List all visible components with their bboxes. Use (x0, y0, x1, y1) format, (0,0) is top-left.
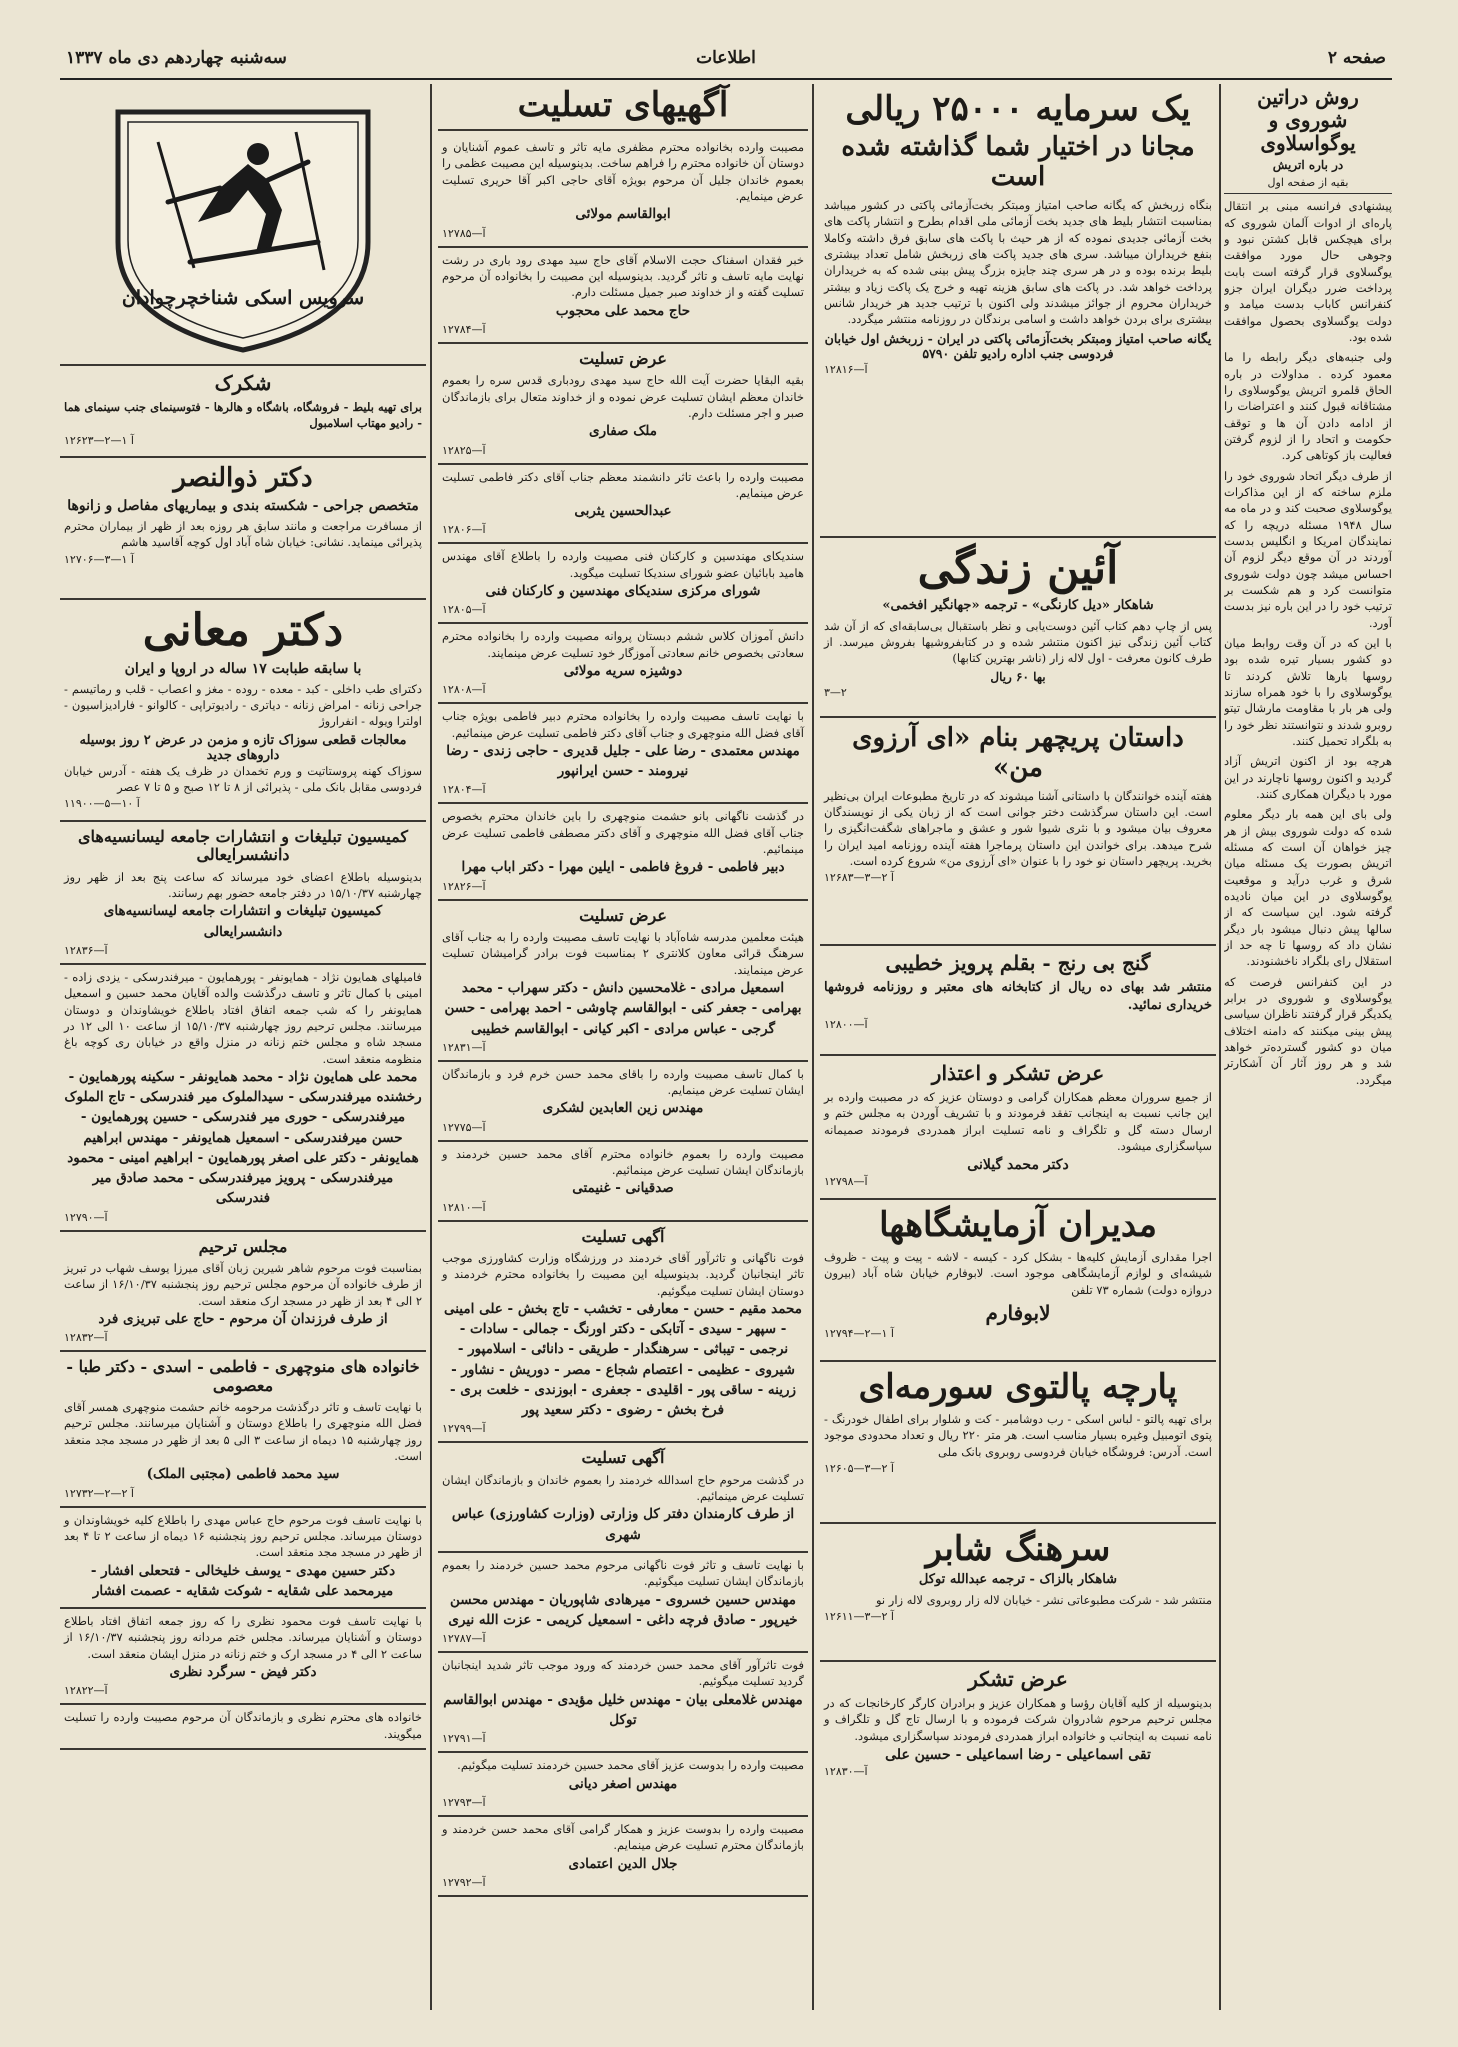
ad-signature: لابوفارم (985, 1301, 1051, 1326)
ski-ad (60, 366, 426, 458)
ad-body: دکترای طب داخلی - کبد - معده - روده - مغز و اعصاب - قلب و رماتیسم - جراحی زنانه - امراض زنانه - دیاتری - رادیوتراپی - کالوانو - فارادیزاسیون - اولترا ویوله - انفراروژ (64, 681, 422, 729)
ad-body: از جمیع سروران معظم همکاران گرامی و دوستان عزیز که در مصیبت وارده بر این جانب نسبت به اینجانب تفقد فرمودند و با تشریف آوردن به مجلس ختم و ارسال دسته گل و تلگراف و نامه تسلیت ابراز همدردی فرمودند صمیمانه سپاسگزاری میشود. (824, 1090, 1212, 1153)
ad-book-aeen (820, 538, 1216, 718)
notice-item (438, 1443, 808, 1553)
column-divider (1219, 84, 1221, 2010)
article-body (1224, 198, 1392, 1087)
notice-signature: حاج محمد علی محجوب (555, 302, 691, 319)
article-subtitle: در باره اتریش (1272, 158, 1344, 172)
notice-title: خانواده های منوچهری - فاطمی - اسدی - دکتر طبا - معصومی (66, 1357, 420, 1395)
notice-body: با کمال تاسف مصیبت وارده را باقای محمد حسن خرم فرد و بازماندگان ایشان تسلیت عرض مینمایم. (442, 1066, 804, 1098)
ad-subtitle: شاهکار بالزاک - ترجمه عبدالله توکل (918, 1572, 1118, 1588)
notice-signature: از طرف کارمندان دفتر کل وزارتی (وزارت کشاورزی) عباس شهری (451, 1506, 795, 1543)
notice-item (60, 1508, 426, 1609)
notice-body: بقیه البقایا حضرت آیت الله حاج سید مهدی رودباری قدس سره را بعموم خاندان معظم ایشان تسلیت عرض نموده و از خداوند متعال برای بازماندگان صبر و اجر مسئلت دارم. (442, 373, 804, 420)
condolence-list (438, 135, 808, 1897)
notice-item (60, 1609, 426, 1705)
ad-title: مدیران آزمایشگاهها (879, 1205, 1157, 1245)
notice-number: ۱۲۷۹۲—آ (442, 1875, 486, 1889)
notice-title: آگهی تسلیت (581, 1226, 665, 1246)
ad-number: ۱۱۹۰۰—آ ۱۰—۵ (64, 797, 140, 811)
column-divider (812, 84, 814, 2010)
ad-fabric (820, 1362, 1216, 1524)
ad-number: ۱۲۷۹۴—آ ۱—۲ (824, 1327, 894, 1341)
notice-number: ۱۲۷۹۹—آ (442, 1422, 486, 1436)
ad-title: دکتر معانی (142, 605, 344, 656)
ad-signature: تقی اسماعیلی - رضا اسماعیلی - حسین علی (885, 1746, 1151, 1763)
notice-body: هیئت معلمین مدرسه شاه‌آباد با نهایت تاسف مصیبت وارده را به جناب آقای سرهنگ قرائی معاون کلانتری ۲ بمناسبت فوت برادر گرامیشان تسلیت عرض مینمایند. (442, 930, 804, 977)
notice-number: ۱۲۸۰۴—آ (442, 783, 486, 797)
ad-labs (820, 1200, 1216, 1362)
ad-thanks-2 (820, 1662, 1216, 1832)
ad-number: ۱۲۶۲۳—آ ۱—۲ (64, 433, 134, 447)
notice-body: فامیلهای همایون نژاد - همایونفر - پورهمایون - میرفندرسکی - یزدی زاده - امینی با کمال تاثر و تاسف درگذشت والده آقایان محمد حسین و اسمعیل همایونفر را که شب جمعه اتفاق افتاد باطلاع خویشاوندان و دوستان میرسانند. مجلس ترحیم روز چهارشنبه ۱۵/۱۰/۳۷ از ساعت ۱۰ الی ۱۲ در مسجد شاه و مجلس ختم زنانه در منزل واقع در خیابان ری کوچه باغ منظومه منعقد است. (64, 969, 422, 1066)
article-paragraph: پیشنهادی فرانسه مبنی بر انتقال پاره‌ای از ادوات آلمان شوروی که برای هیچکس قابل کشتن نبود و وجوهی حال مورد موافقت یوگسلاوی قرار گرفته است بابت پرداخت ضرر دیگران ایران جزو کنفرانس کاباب بدست میامد و دولت یوگسلاوی بحصول موافقت شده بود. (1224, 199, 1392, 345)
notice-number: ۱۲۸۱۰—آ (442, 1200, 486, 1214)
notice-number: ۱۲۷۹۳—آ (442, 1795, 486, 1809)
notice-item (438, 1142, 808, 1222)
notice-signature: عبدالحسین یثربی (574, 503, 672, 520)
notice-body: در گذشت مرحوم حاج اسدالله خردمند را بعموم خاندان و بازماندگان ایشان تسلیت عرض مینمائیم. (442, 1472, 804, 1504)
notice-signature: مهندس حسین خسروی - میرهادی شاپوریان - مهندس محسن خیرپور - صادق فرچه داغی - اسمعیل کریمی - عزت الله نیری (448, 1591, 798, 1628)
notice-body: فوت تاثرآور آقای محمد حسن خردمند که ورود موجب تاثر شدید اینجانبان گردید تسلیت میگوئیم. (442, 1658, 804, 1689)
notice-title: عرض تسلیت (579, 905, 667, 925)
notice-title: عرض تسلیت (579, 348, 667, 368)
notice-body: مصیبت وارده را بدوست عزیز آقای محمد حسین خردمند تسلیت میگوئیم. (457, 1758, 804, 1773)
notice-number: ۱۲۷۸۴—آ (442, 322, 486, 336)
notice-signature: اسمعیل مرادی - غلامحسین دانش - دکتر سهراب - محمد بهرامی - جعفر کنی - ابوالقاسم چاوشی - احمد بهرامی - حسن گرجی - عباس مرادی - اکبر کیانی - ابوالقاسم خطیبی (444, 980, 802, 1037)
logo-text: سرویس اسکی شناخچرچوادان (121, 287, 365, 309)
notice-number: ۱۲۷۸۷—آ (442, 1632, 486, 1646)
ad-number: ۱۲۶۸۳—آ ۲—۳ (824, 871, 894, 885)
notice-title: آگهی تسلیت (581, 1448, 665, 1468)
ad-number: ۳—۲ (824, 685, 847, 699)
notice-number: ۱۲۸۰۵—آ (442, 603, 486, 617)
notice-item (60, 965, 426, 1232)
notice-item (60, 1352, 426, 1507)
notice-signature: سید محمد فاطمی (مجتبی الملک) (146, 1466, 340, 1483)
column-divider (430, 84, 432, 2010)
notice-item (438, 344, 808, 465)
notice-signature: ابوالقاسم مولائی (575, 206, 671, 223)
ad-body: منتشر شد بهای ده ریال از کتابخانه های معتبر و روزنامه فروشها خریداری نمائید. (824, 980, 1212, 1014)
condolence-column (438, 84, 808, 2014)
ad-lottery (820, 84, 1216, 538)
ad-title: مجانا در اختیار شما گذاشته شده است (841, 132, 1195, 192)
ad-title: عرض تشکر و اعتذار (931, 1061, 1105, 1085)
notice-number: ۱۲۸۲۵—آ (442, 443, 486, 457)
article-paragraph: از طرف دیگر اتحاد شوروی خود را ملزم ساخته که از این مذاکرات یوگوسلاوی صحبت کند و در ماه مه سال ۱۹۴۸ مسئله دریچه را که نمایندگان امریکا و انگلیس بدست آوردند در آن موقع دیگر لزوم آن احساس میشد چون دولت شوروی متوانست کرد و هم شکست بر ترتیب خود را در این باره نیز بدست آورد. (1224, 468, 1392, 630)
page-number: صفحه ۲ (1327, 48, 1386, 68)
notice-body: با نهایت تاسف و تاثر درگذشت مرحومه خانم حشمت منوچهری همسر آقای فضل الله منوچهری را باطلاع دوستان و آشنایان میرسانند. مجلس ترحیم روز چهارشنبه ۱۵ دیماه از ساعت ۳ الی ۵ بعد از ظهر در مسجد مجد منعقد است. (64, 1400, 422, 1464)
notice-signature: صدقیانی - غنیمتی (572, 1180, 674, 1197)
section-title: آگهیهای تسلیت (438, 86, 808, 131)
ad-subtitle: شاهکار «دیل کارنگی» - ترجمه «جهانگیر افخمی» (882, 597, 1154, 613)
ad-body: اجرا مقداری آزمایش کلیه‌ها - بشکل کرد - کیسه - لاشه - پیت و پیت - ظروف شیشه‌ای و لوازم آزمایشگاهی موجود است. لابوفارم خیابان شاه آباد (بیرون دروازه دولت) شماره ۷۳ تلفن (824, 1250, 1212, 1297)
notice-body: مصیبت وارده را باعث تاثر دانشمند معظم جناب آقای دکتر فاطمی تسلیت عرض مینمایم. (442, 469, 804, 500)
notice-item (438, 1062, 808, 1142)
notice-list (60, 822, 426, 1750)
ad-body: بدینوسیله از کلیه آقایان رؤسا و همکاران عزیز و برادران کارگر کارخانجات که در مجلس ترحیم مرحوم شادروان شرکت فرموده و با ارسال تاج گل و تلگراف و نامه نسبت به اینجانب و خانواده ابراز همدردی فرمودند سپاسگزاری میشود. (824, 1696, 1212, 1743)
notice-number: ۱۲۸۲۲—آ (64, 1684, 108, 1698)
notice-signature: مهندس اصغر دیانی (568, 1775, 678, 1792)
notice-body: مصیبت وارده بخانواده محترم مظفری مایه تاثر و تاسف عموم آشنایان و دوستان آن خانواده محترم را فراهم ساخت. بدینوسیله این مصیبت عظمی را بعموم خاندان جلیل آن مرحوم بویژه آقای حاجی اکبر آقا حریری تسلیت عرض مینمایم. (442, 140, 804, 204)
ad-number: ۱۲۷۹۸—آ (824, 1175, 868, 1189)
notice-number: ۱۲۷۳۲—آ ۲—۲ (64, 1486, 134, 1500)
notice-item (60, 822, 426, 965)
ski-logo-block (60, 84, 426, 366)
notice-body: مصیبت وارده را بدوست عزیز و همکار گرامی آقای محمد حسن خردمند و بازماندگان محترم تسلیت عرض مینمایم. (442, 1821, 804, 1853)
notice-number: ۱۲۸۰۶—آ (442, 523, 486, 537)
notices-column (60, 84, 426, 2014)
ad-number: ۱۲۶۱۱—آ ۲—۳ (824, 1610, 894, 1624)
notice-signature: دبیر فاطمی - فروغ فاطمی - ایلین مهرا - دکتر اباب مهرا (461, 859, 785, 876)
ad-subtitle: متخصص جراحی - شکسته بندی و بیماریهای مفاصل و زانوها (67, 497, 419, 514)
doctor-ad-2 (60, 600, 426, 822)
ad-title: یک سرمایه ۲۵۰۰۰ ریالی (845, 89, 1191, 129)
ad-number: ۱۲۶۰۵—آ ۲—۳ (824, 1462, 894, 1476)
notice-body: با نهایت تاسف فوت محمود نظری را که روز جمعه اتفاق افتاد باطلاع دوستان و آشنایان میرساند. مجلس ختم مردانه روز پنجشنبه ۱۶/۱۰/۳۷ از ساعت ۲ الی ۴ در مسجد ارک و ختم زنانه در منزل ایشان منعقد است. (64, 1614, 422, 1661)
notice-signature: دکتر حسین مهدی - یوسف خلیخالی - فتحعلی افشار - میرمحمد علی شقایه - شوکت شقایه - عصمت افشار (90, 1562, 396, 1599)
notice-body: بمناسبت فوت مرحوم شاهر شیرین زبان آقای میرزا یوسف شهاب در تبریز از طرف خانواده آن مرحوم مجلس ترحیم روز پنجشنبه ۱۶/۱۰/۳۷ از ساعت ۲ الی ۴ بعد از ظهر در مسجد ارک منعقد است. (64, 1261, 422, 1308)
notice-number: ۱۲۸۲۶—آ (442, 879, 486, 893)
ad-title: آئین زندگی (917, 543, 1119, 594)
notice-number: ۱۲۷۸۵—آ (442, 226, 486, 240)
notice-signature: شورای مرکزی سندیکای مهندسین و کارکنان فنی (485, 583, 761, 600)
article-paragraph: هرچه بود از اکنون اتریش آزاد گردید و اکنون روسها ناچارند در این مورد با دیگران همکاری کنند. (1224, 754, 1392, 801)
ad-body: از مسافرت مراجعت و مانند سابق هر روزه بعد از ظهر از بیماران محترم پذیرائی مینماید. نشانی: خیابان شاه آباد اول کوچه آقاسید هاشم (64, 518, 422, 550)
notice-signature: محمد مقیم - حسن - معارفی - تخشب - تاج بخش - علی امینی - سپهر - سیدی - آتابکی - دکتر اورنگ - جمالی - سادات - نرجمی - تیباثی - سرهنگدار - طریقی - دانائی - اسلامپور - شیروی - عظیمی - اعتصام شجاع - مصر - دوریش - نشاور - زرینه - ساقی پور - اقلیدی - جعفری - ابوزندی - خلعت بری - فرخ بخش - رضوی - دکتر سعید پور (443, 1300, 802, 1419)
ad-body: برای تهیه پالتو - لباس اسکی - رب دوشامبر - کت و شلوار برای اطفال خودرنگ - پتوی اتومبیل وغیره بسیار مناسب است. هر متر ۲۲۰ ریال و تعداد محدودی موجود است. آدرس: فروشگاه خیابان فردوسی روبروی بانک ملی (824, 1412, 1212, 1459)
notice-number: ۱۲۸۳۲—آ (64, 1331, 108, 1345)
notice-signature: مهندس غلامعلی بیان - مهندس خلیل مؤیدی - مهندس ابوالقاسم توکل (443, 1691, 803, 1729)
notice-number: ۱۲۸۳۱—آ (442, 1040, 486, 1054)
ad-body: برای تهیه بلیط - فروشگاه، باشگاه و هالرها - فتوسینمای جنب سینمای هما - رادیو مهتاب اسلامبول (64, 400, 422, 431)
ad-number: ۱۲۸۰۰—آ (824, 1017, 868, 1031)
ad-body: هفته آینده خوانندگان با داستانی آشنا میشوند که در تاریخ مطبوعات ایران بی‌نظیر است. این داستان سرگذشت دختر جوانی است که از زبان یکی از نویسندگان معروف بیان میشود و با نثری شیوا شور و عشق و ماجراهای شگفت‌انگیزی را شرح میدهد. برای خواندن این داستان پرماجرا هفته آینده روزنامه امید ایران را بخرید. پریچهر داستان نو خود را با عنوان «ای آرزوی من» شروع کرده است. (824, 788, 1212, 869)
notice-item (438, 135, 808, 248)
notice-body: با نهایت تاسف فوت مرحوم حاج عباس مهدی را باطلاع کلیه خویشاوندان و دوستان میرساند. مجلس ترحیم روز پنجشنبه ۱۶ دیماه از ساعت ۲ تا ۴ بعد از ظهر در مسجد مجد منعقد است. (64, 1512, 423, 1560)
ad-book-chabert (820, 1524, 1216, 1662)
notice-body: در گذشت ناگهانی بانو حشمت منوچهری را باین خاندان محترم بخصوص جناب آقای فضل الله منوچهری و آقای دکتر مصطفی فاطمی تسلیت عرض مینمائیم. (442, 809, 804, 857)
ad-title: شکرک (214, 371, 272, 395)
ad-body: بنگاه زربخش که یگانه صاحب امتیاز ومبتکر بخت‌آزمائی پاکتی در کشور میباشد بمناسبت انتشار بلیط های جدید بخت آزمائی ملی اقدام بطرح و انتشار پاکت های بخت آزمائی جدیدی نموده که از هر حیث با پاکت های سابق فرق داشته وکاملا بنفع خریداران میباشد. سری های جدید پاکت های زربخش شامل تعداد بیشتری بلیط برنده بوده و در هر سری چند جایزه بزرگ پیش بینی شده که به خریداران پرداخت خواهد شد. در پاکت های سابق هزینه تهیه و خرج یک پاکت زیاد و بیشتر خریداران محروم از جوائز میشدند ولی اکنون با ترتیب جدید هر خریدار شانس بیشتری برای بردن خواهد داشت و اسامی برندگان در روزنامه منتشر میگردد. (824, 197, 1212, 327)
notice-item (438, 248, 808, 344)
doctor-ad-1 (60, 458, 426, 600)
notice-item (438, 624, 808, 704)
notice-item (438, 465, 808, 545)
ad-number: ۱۲۸۳۰—آ (824, 1764, 868, 1778)
news-column (1224, 84, 1392, 2014)
ad-title: گنج بی رنج - بقلم پرویز خطیبی (885, 951, 1151, 975)
shield-shape (118, 112, 368, 350)
notice-signature: مهندس زین العابدین لشکری (542, 1100, 704, 1117)
notice-body: بدینوسیله باطلاع اعضای خود میرساند که ساعت پنج بعد از ظهر روز چهارشنبه ۱۵/۱۰/۳۷ در دفتر جامعه حضور بهم رسانند. (64, 869, 422, 901)
notice-item (438, 704, 808, 804)
ad-title: عرض تشکر (968, 1667, 1068, 1691)
notice-item (438, 1553, 808, 1653)
notice-item (438, 1222, 808, 1444)
ad-signature: دکتر محمد گیلانی (967, 1157, 1069, 1174)
ad-signature: یگانه صاحب امتیاز ومبتکر بخت‌آزمائی پاکتی در ایران - زربخش اول خیابان فردوسی جنب اداره رادیو تلفن ۵۷۹۰ (824, 330, 1212, 361)
article-paragraph: در این کنفرانس فرصت که یوگوسلاوی و شوروی در برابر یکدیگر قرار گرفتند ناظران سیاسی پیش بینی میکنند که دامنه اختلاف میان دو کشور گسترده‌تر خواهد شد و هر روز آثار آن آشکارتر میگردد. (1224, 974, 1392, 1087)
article-title: روش دراتین شوروی و یوگواسلاوی (1257, 85, 1359, 155)
ads-column (820, 84, 1216, 2014)
notice-item (438, 901, 808, 1062)
ad-story (820, 718, 1216, 946)
page-header (60, 38, 1392, 80)
notice-number: ۱۲۷۹۰—آ (64, 1210, 108, 1224)
ad-title: سرهنگ شابر (925, 1529, 1111, 1569)
ad-title: دکتر ذوالنصر (173, 463, 313, 493)
notice-item (60, 1705, 426, 1750)
notice-number: ۱۲۷۹۱—آ (442, 1732, 486, 1746)
notice-signature: کمیسیون تبلیغات و انتشارات جامعه لیسانسیه‌های دانشسرایعالی (103, 903, 383, 940)
ad-thanks (820, 1056, 1216, 1200)
notice-body: مصیبت وارده را بعموم خانواده محترم آقای محمد حسین خردمند و بازماندگان ایشان تسلیت عرض مینمائیم. (442, 1146, 804, 1177)
ad-number: ۱۲۸۱۶—آ (824, 362, 868, 376)
notice-item (438, 1817, 808, 1897)
notice-body: خبر فقدان اسفناک حجت الاسلام آقای حاج سید مهدی رود باری در رشت نهایت مایه تاسف و تاثر گردید. بدینوسیله این مصیبت را بخانواده آن مرحوم تسلیت گفته و از خداوند صبر جمیل مسئلت دارم. (442, 252, 804, 300)
notice-signature: از طرف فرزندان آن مرحوم - حاج علی تبریزی فرد (98, 1311, 388, 1328)
notice-item (438, 1653, 808, 1753)
notice-signature: دوشیزه سریه مولائی (563, 662, 683, 679)
newspaper-name: اطلاعات (696, 48, 756, 68)
notice-number: ۱۲۷۷۵—آ (442, 1120, 486, 1134)
ad-price: بها ۶۰ ریال (990, 669, 1046, 684)
notice-item (438, 544, 808, 624)
notice-signature: محمد علی همایون نژاد - محمد همایونفر - سکینه پورهمایون - رخشنده میرفندرسکی - سیدالملوک میر فندرسکی - تاج الملوک میرفندرسکی - حوری میر فندرسکی - حسین پورهمایون - حسن میرفندرسکی - اسمعیل همایونفر - مهندس ابراهیم همایونفر - دکتر علی اصغر پورهمایون - ابراهیم امینی - محمود میرفندرسکی - پرویز میرفندرسکی - محمد صادق میر فندرسکی (64, 1068, 422, 1207)
notice-item (438, 1753, 808, 1817)
ad-number: ۱۲۷۰۶—آ ۱—۳ (64, 552, 134, 566)
notice-title: کمیسیون تبلیغات و انتشارات جامعه لیسانسیه‌های دانشسرایعالی (77, 827, 408, 865)
divider (1224, 193, 1392, 194)
notice-number: ۱۲۸۳۶—آ (64, 943, 108, 957)
ad-title: داستان پریچهر بنام «ای آرزوی من» (852, 723, 1184, 783)
ad-highlight: معالجات قطعی سوزاک تازه و مزمن در عرض ۲ روز بوسیله داروهای جدید (79, 732, 407, 763)
notice-body: با نهایت تاسف و تاثر فوت ناگهانی مرحوم محمد حسین خردمند را بعموم بازماندگان ایشان تسلیت میگوئیم. (442, 1557, 804, 1589)
notice-body: با نهایت تاسف مصیبت وارده را بخانواده محترم دبیر فاطمی بویژه جناب آقای فضل الله منوچهری و جناب آقای دکتر فاطمی تسلیت عرض مینمائیم. (442, 709, 804, 740)
article-paragraph: ولی بای این همه بار دیگر معلوم شده که دولت شوروی بیش از هر چیز خواهان آن است که مسئله اتریش بصورت یک مسئله میان شرق و غرب درآید و موقعیت یوگوسلاوی در این میان نادیده گرفته شود. این سیاست که از سالها پیش دنبال میشود بار دیگر نشان داد که روسها تا چه حد از استقلال رای بلگراد ناخشنودند. (1224, 807, 1392, 969)
ad-subtitle: با سابقه طبابت ۱۷ ساله در اروپا و ایران (124, 660, 362, 677)
article-paragraph: با این که در آن وقت روابط میان دو کشور بسیار تیره شده بود روسها بارها تلاش کردند تا یوگوسلاوی را با خود همراه سازند ولی هر بار با مقاومت مارشال تیتو روبرو شدند و نتوانستند نظر خود را به بلگراد تحمیل کنند. (1224, 635, 1392, 748)
ski-club-logo (98, 92, 388, 357)
issue-date: سه‌شنبه چهاردهم دی ماه ۱۳۳۷ (66, 48, 287, 68)
ad-body: پس از چاپ دهم کتاب آئین دوست‌یابی و نظر باستقبال بی‌سابقه‌ای که از آن شد کتاب آئین زندگی نیز اکنون منتشر شده و در کتابفروشیها بفروش میرسد. از طرف کانون معرفت - اول لاله زار (ناشر بهترین کتابها) (824, 618, 1212, 666)
article-continued: بقیه از صفحه اول (1267, 175, 1349, 189)
notice-body: دانش آموزان کلاس ششم دبستان پروانه مصیبت وارده را بخانواده محترم سعادتی بخصوص خانم سعادتی آموزگار خود تسلیت عرض مینمایند. (442, 629, 804, 660)
notice-title: مجلس ترحیم (198, 1236, 288, 1256)
ad-body: سوزاک کهنه پروستاتیت و ورم تخمدان در ظرف یک هفته - آدرس خیابان فردوسی مقابل بانک ملی - پذیرائی از ۸ تا ۱۲ صبح و ۵ تا ۷ عصر (64, 763, 422, 794)
notice-signature: ملک صفاری (589, 423, 657, 440)
notice-body: سندیکای مهندسین و کارکنان فنی مصیبت وارده را باطلاع آقای مهندس هامید بابائیان عضو شورای سندیکا تسلیت میگوید. (442, 549, 804, 580)
notice-body: فوت ناگهانی و تاثرآور آقای خردمند در ورزشگاه وزارت کشاورزی موجب تاثر اینجانبان گردید. بدینوسیله این مصیبت را بخانواده محترم خردمند و دوستان ایشان تسلیت میگوئیم. (442, 1250, 804, 1298)
ad-book-ganj (820, 946, 1216, 1056)
notice-number: ۱۲۸۰۸—آ (442, 683, 486, 697)
notice-item (60, 1232, 426, 1353)
notice-signature: جلال الدین اعتمادی (568, 1855, 678, 1872)
article-paragraph: ولی جنبه‌های دیگر رابطه را ما معمود کرده . مداولات در باره الحاق قلمرو اتریش یوگوسلاوی را مشتاقانه قبول کنند و اعتراضات را از ادامه دادن آن ها و توقف حکومت و اتحاد را از لزوم گرفتن فعالیت باز کوتاهی کرد. (1224, 350, 1392, 463)
notice-signature: دکتر فیض - سرگرد نظری (169, 1664, 317, 1681)
notice-item (438, 804, 808, 900)
ad-body: منتشر شد - شرکت مطبوعاتی نشر - خیابان لاله زار روبروی لاله زار نو (875, 1593, 1212, 1608)
ad-title: پارچه پالتوی سورمه‌ای (858, 1367, 1178, 1407)
notice-signature: مهندس معتمدی - رضا علی - جلیل قدیری - حاجی زندی - رضا نیرومند - حسن ایرانپور (446, 742, 800, 780)
notice-body: خانواده های محترم نظری و بازماندگان آن مرحوم مصیبت وارده را تسلیت میگویند. (64, 1710, 422, 1741)
